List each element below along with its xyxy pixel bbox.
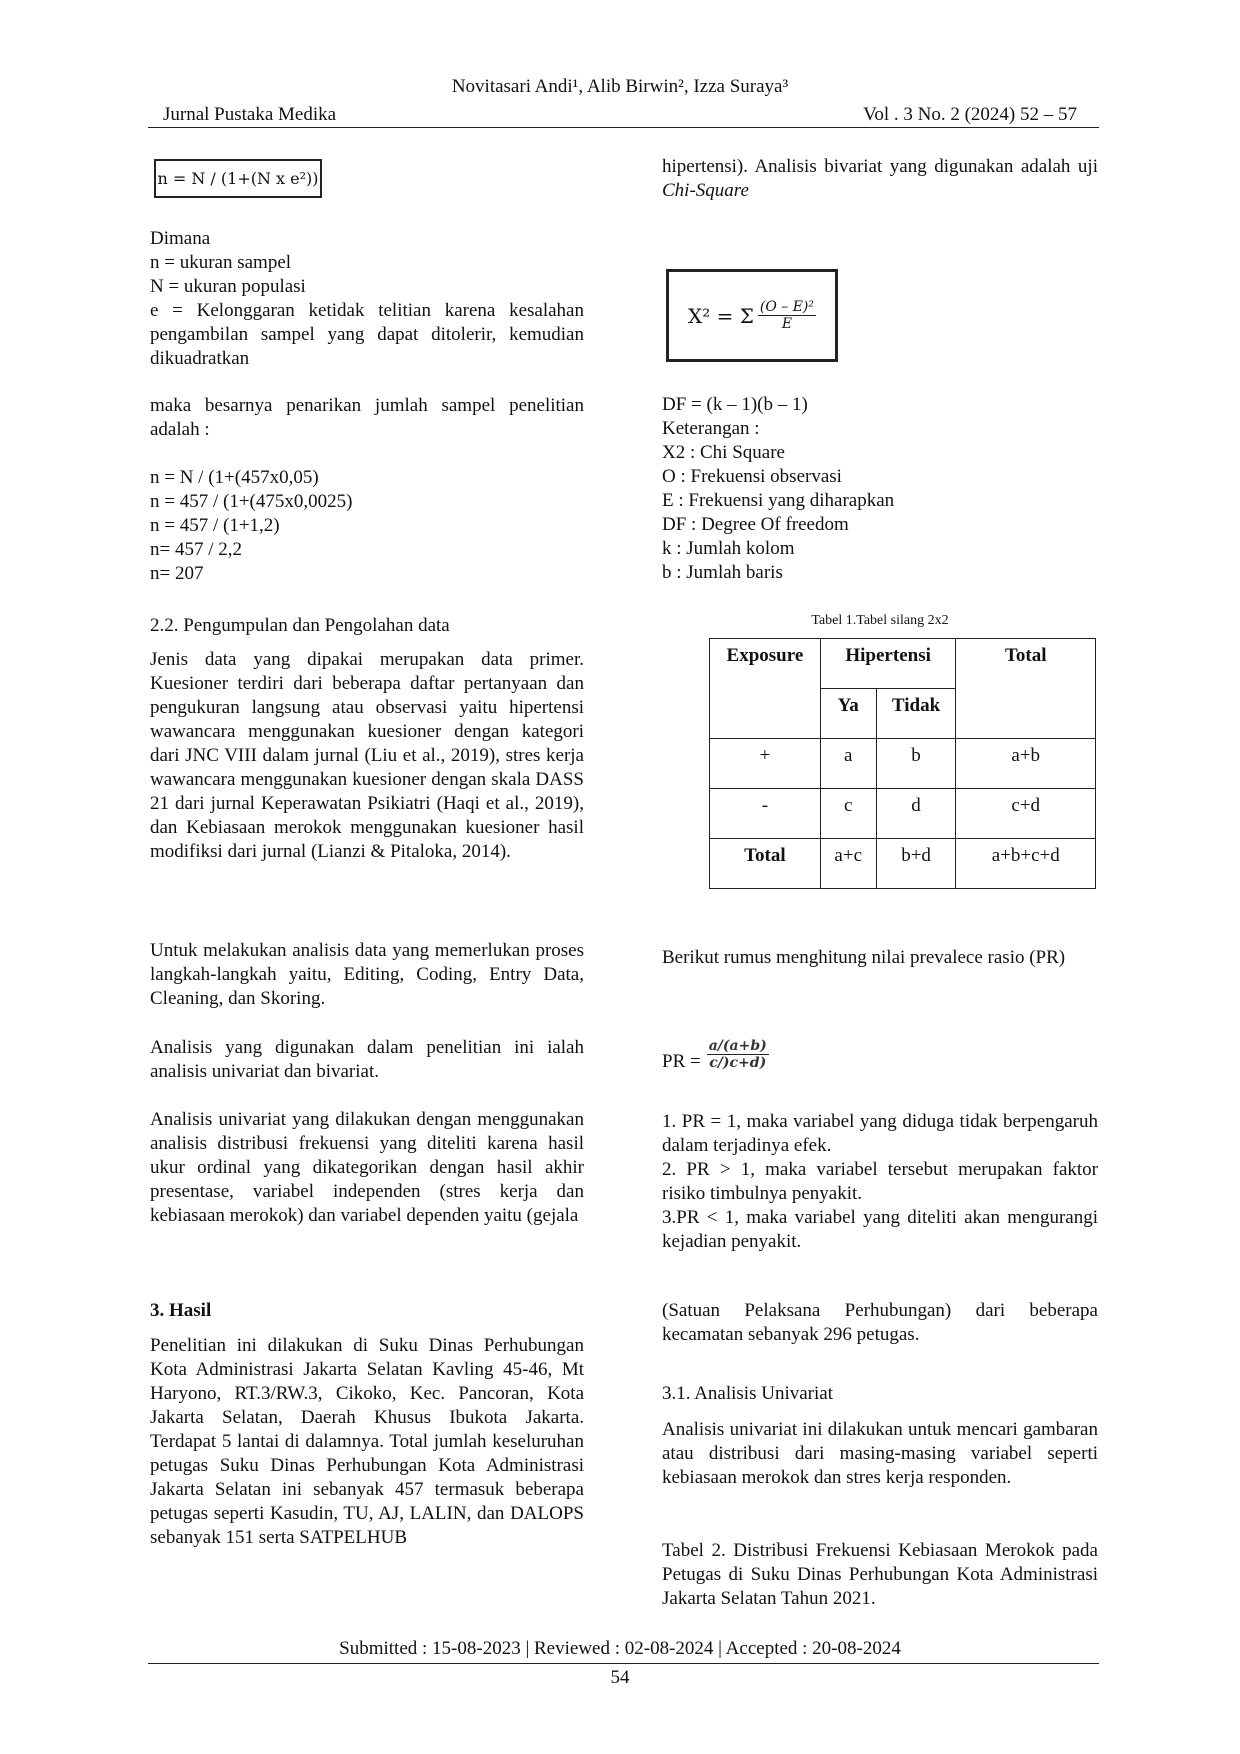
table-cell: b bbox=[876, 739, 956, 789]
header-ya: Ya bbox=[820, 689, 876, 739]
legend-item: DF : Degree Of freedom bbox=[662, 514, 849, 535]
table-row bbox=[710, 789, 1096, 839]
table-row bbox=[710, 739, 1096, 789]
journal-name: Jurnal Pustaka Medika bbox=[163, 104, 337, 125]
table-1-caption: Tabel 1.Tabel silang 2x2 bbox=[811, 613, 949, 628]
legend-item: O : Frekuensi observasi bbox=[662, 466, 842, 487]
header-hipertensi: Hipertensi bbox=[820, 639, 956, 689]
chi-formula-numerator: (O – E)² bbox=[759, 299, 814, 315]
pr-formula-denominator: c/)c+d) bbox=[709, 1055, 767, 1071]
table-cell: a bbox=[820, 739, 876, 789]
pr-formula-numerator: a/(a+b) bbox=[708, 1038, 767, 1054]
table-cell: c+d bbox=[956, 789, 1096, 839]
calc-step: n= 457 / 2,2 bbox=[150, 539, 242, 560]
legend-item: b : Jumlah baris bbox=[662, 562, 783, 583]
submission-dates: Submitted : 15-08-2023 | Reviewed : 02-08-2024 | Accepted : 20-08-2024 bbox=[339, 1638, 901, 1659]
table-row bbox=[710, 839, 1096, 889]
calc-step: n = 457 / (1+(475x0,0025) bbox=[150, 491, 353, 512]
definitions bbox=[150, 227, 584, 371]
keterangan-label: Keterangan : bbox=[662, 418, 760, 439]
list-item: 2. PR > 1, maka variabel tersebut merupakan faktor risiko timbulnya penyakit. bbox=[662, 1159, 1098, 1204]
authors-line: Novitasari Andi¹, Alib Birwin², Izza Suraya³ bbox=[451, 76, 789, 97]
calculation-steps bbox=[150, 466, 584, 586]
pr-intro: Berikut rumus menghitung nilai prevalece rasio (PR) bbox=[662, 947, 1066, 968]
calc-step: n = N / (1+(457x0,05) bbox=[150, 467, 319, 488]
header-rule bbox=[148, 127, 1099, 128]
paragraph-satpelhub: (Satuan Pelaksana Perhubungan) dari beberapa kecamatan sebanyak 296 petugas. bbox=[662, 1300, 1098, 1345]
df-formula: DF = (k – 1)(b – 1) bbox=[662, 394, 808, 415]
table-cell: a+b+c+d bbox=[956, 839, 1096, 889]
header-total: Total bbox=[956, 639, 1096, 739]
chi-formula-fraction bbox=[758, 299, 816, 332]
sample-size-formula-text: n = N / (1+(N x e²)) bbox=[157, 169, 319, 188]
legend-item: X2 : Chi Square bbox=[662, 442, 785, 463]
footer-rule bbox=[148, 1663, 1099, 1664]
section-heading-2-2: 2.2. Pengumpulan dan Pengolahan data bbox=[150, 615, 450, 636]
paragraph-univariate-analysis: Analisis univariat ini dilakukan untuk mencari gambaran atau distribusi dari masing-masing variabel seperti kebiasaan merokok dan stres kerja responden. bbox=[662, 1419, 1098, 1488]
legend-item: E : Frekuensi yang diharapkan bbox=[662, 490, 895, 511]
section-heading-3-1: 3.1. Analisis Univariat bbox=[662, 1383, 833, 1404]
definition-n: n = ukuran sampel bbox=[150, 252, 292, 273]
calc-step: n= 207 bbox=[150, 563, 204, 584]
paragraph-analysis: Analisis yang digunakan dalam penelitian ini ialah analisis univariat dan bivariat. bbox=[150, 1037, 584, 1082]
dimana-label: Dimana bbox=[150, 228, 211, 249]
section-heading-3: 3. Hasil bbox=[150, 1300, 212, 1321]
paragraph-processing: Untuk melakukan analisis data yang memerlukan proses langkah-langkah yaitu, Editing, Coding, Entry Data, Cleaning, dan Skoring. bbox=[150, 940, 584, 1009]
list-item: 1. PR = 1, maka variabel yang diduga tidak berpengaruh dalam terjadinya efek. bbox=[662, 1111, 1098, 1156]
sample-size-formula bbox=[154, 159, 322, 198]
calc-step: n = 457 / (1+1,2) bbox=[150, 515, 280, 536]
calc-intro: maka besarnya penarikan jumlah sampel penelitian adalah : bbox=[150, 395, 584, 440]
paragraph-univariate: Analisis univariat yang dilakukan dengan menggunakan analisis distribusi frekuensi yang diteliti karena hasil ukur ordinal yang dikategorikan dengan hasil akhir presentase, variabel independen (stres kerja dan kebiasaan merokok) dan variabel dependen yaitu (gejala bbox=[150, 1109, 584, 1226]
list-item: 3.PR < 1, maka variabel yang diteliti akan mengurangi kejadian penyakit. bbox=[662, 1207, 1098, 1252]
pr-formula-fraction bbox=[707, 1038, 769, 1071]
paragraph-bivariate bbox=[662, 155, 1098, 203]
table-cell: - bbox=[710, 789, 821, 839]
chi-square-formula bbox=[666, 269, 838, 362]
pr-interpretation-list bbox=[662, 1110, 1098, 1254]
page-number: 54 bbox=[610, 1667, 630, 1688]
definition-N: N = ukuran populasi bbox=[150, 276, 306, 297]
table-cell: a+b bbox=[956, 739, 1096, 789]
table-cell: a+c bbox=[820, 839, 876, 889]
header-tidak: Tidak bbox=[876, 689, 956, 739]
table-cell: c bbox=[820, 789, 876, 839]
table-cell: + bbox=[710, 739, 821, 789]
paragraph-results: Penelitian ini dilakukan di Suku Dinas Perhubungan Kota Administrasi Jakarta Selatan Kavling 45-46, Mt Haryono, RT.3/RW.3, Cikoko, Kec. Pancoran, Kota Jakarta Selatan, Daerah Khusus Ibukota Jakarta. Terdapat 5 lantai di dalamnya. Total jumlah keseluruhan petugas Suku Dinas Perhubungan Kota Administrasi Jakarta Selatan ini sebanyak 457 termasuk beberapa petugas seperti Kasudin, TU, AJ, LALIN, dan DALOPS sebanyak 151 serta SATPELHUB bbox=[150, 1335, 584, 1548]
header-exposure: Exposure bbox=[710, 639, 821, 739]
pr-formula-lhs: PR = bbox=[662, 1051, 701, 1072]
chi-square-term: Chi-Square bbox=[662, 180, 749, 201]
volume-info: Vol . 3 No. 2 (2024) 52 – 57 bbox=[863, 104, 1077, 125]
table-2-caption: Tabel 2. Distribusi Frekuensi Kebiasaan Merokok pada Petugas di Suku Dinas Perhubungan Kota Administrasi Jakarta Selatan Tahun 2021. bbox=[662, 1540, 1098, 1609]
bivariate-text: hipertensi). Analisis bivariat yang digunakan adalah uji bbox=[662, 156, 1098, 177]
table-cell: Total bbox=[710, 839, 821, 889]
chi-formula-denominator: E bbox=[781, 316, 793, 332]
paragraph-data-collection: Jenis data yang dipakai merupakan data primer. Kuesioner terdiri dari beberapa daftar pertanyaan dan pengukuran langsung atau observasi yaitu hipertensi wawancara menggunakan kuesioner dengan kategori dari JNC VIII dalam jurnal (Liu et al., 2019), stres kerja wawancara menggunakan kuesioner dengan skala DASS 21 dari jurnal Keperawatan Psikiatri (Haqi et al., 2019), dan Kebiasaan merokok menggunakan kuesioner hasil modifiksi dari jurnal (Lianzi & Pitaloka, 2014). bbox=[150, 649, 584, 862]
pr-formula bbox=[662, 1025, 769, 1075]
table-cell: b+d bbox=[876, 839, 956, 889]
formula-legend bbox=[662, 393, 1098, 585]
table-cell: d bbox=[876, 789, 956, 839]
legend-item: k : Jumlah kolom bbox=[662, 538, 795, 559]
definition-e: e = Kelonggaran ketidak telitian karena kesalahan pengambilan sampel yang dapat ditolerir, kemudian dikuadratkan bbox=[150, 300, 584, 369]
chi-formula-lhs: X² = Σ bbox=[687, 303, 754, 328]
cross-table bbox=[709, 638, 1096, 889]
